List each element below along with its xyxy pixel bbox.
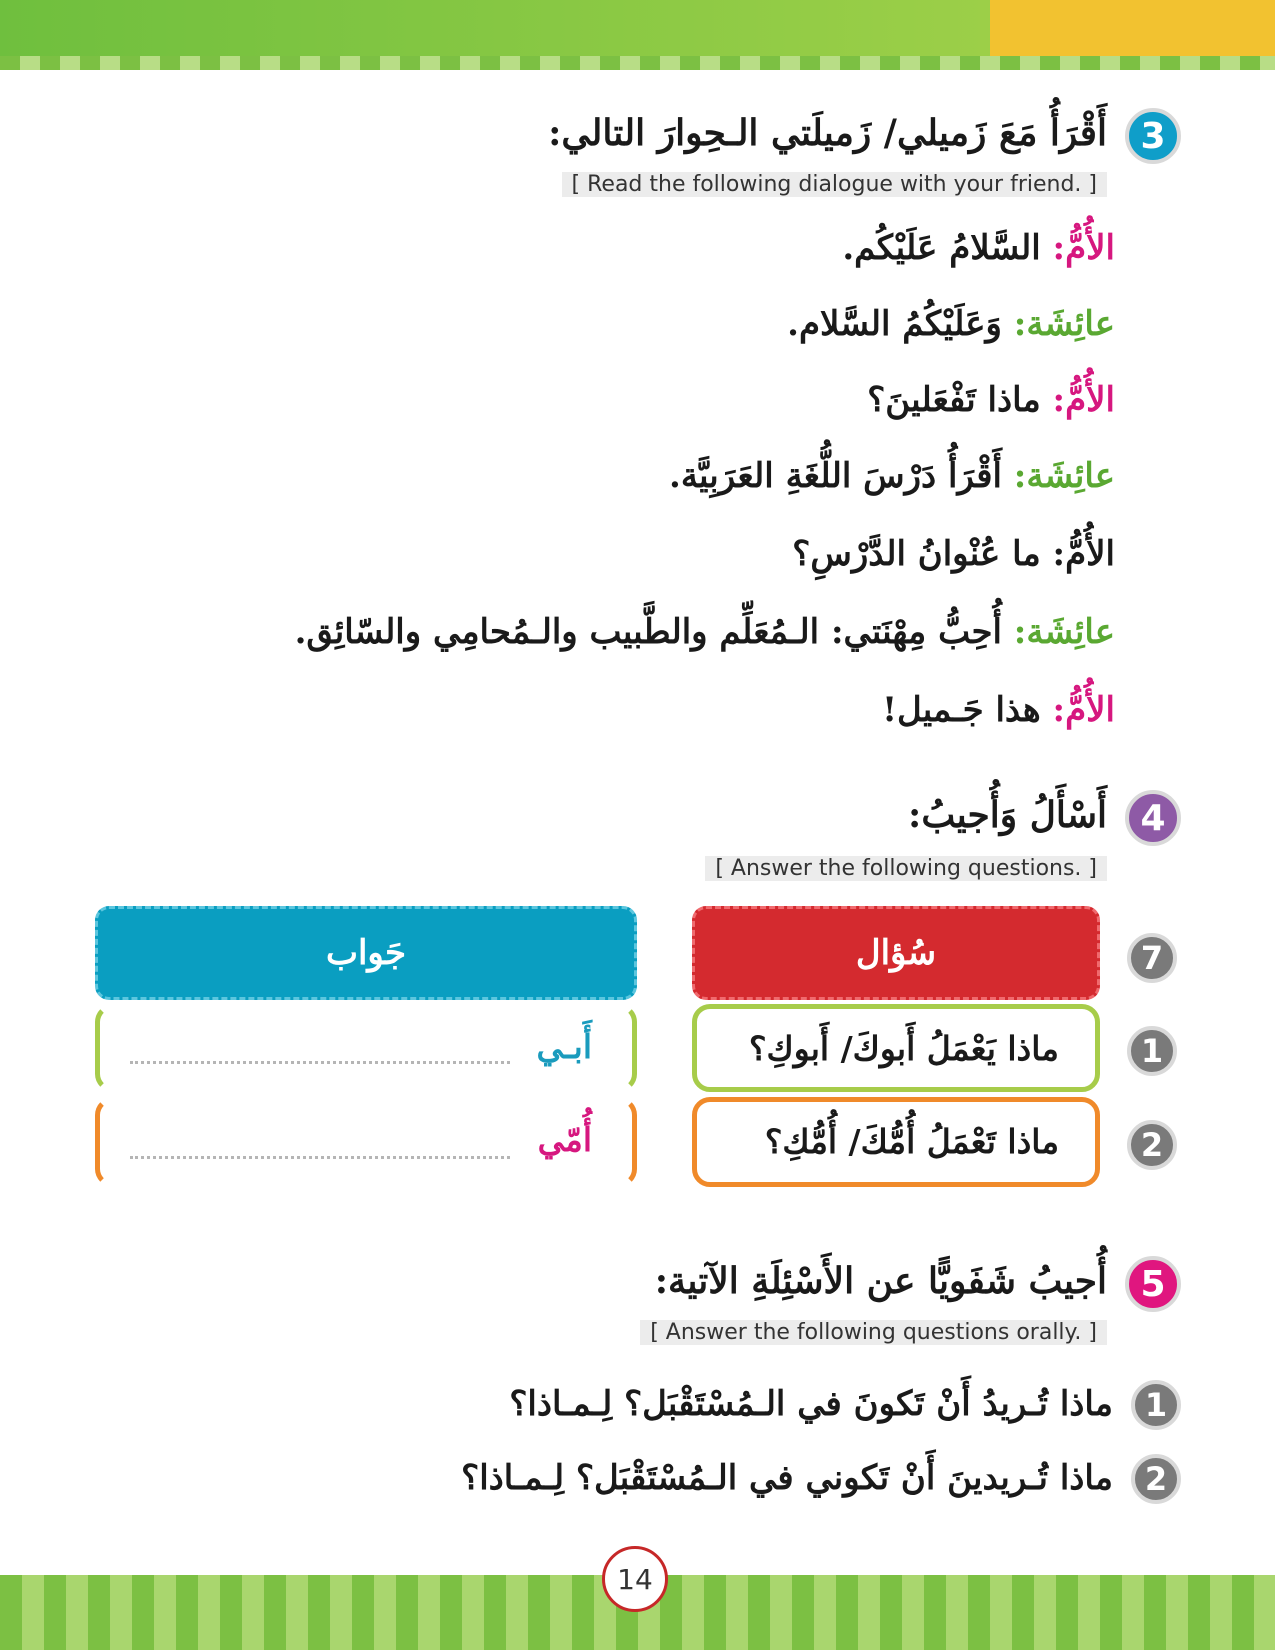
speaker-mom: الأُمُّ: [1052, 690, 1115, 730]
dialogue-text: أَقْرَأُ دَرْسَ اللُّغَةِ العَرَبِيَّة. [668, 456, 1002, 496]
speaker-aisha: عائِشَة: [1013, 456, 1115, 496]
question-number: 1 [1144, 1386, 1168, 1424]
dialogue-text: ماذا تَفْعَلينَ؟ [867, 380, 1041, 420]
section3-number: 3 [1140, 115, 1166, 157]
question-cell [692, 1004, 1100, 1092]
speaker-mom: الأُمُّ: [1052, 380, 1115, 420]
answer-header: جَواب [95, 906, 637, 1000]
top-stripe [0, 56, 1275, 70]
answer-label: أُمّي [537, 1120, 592, 1159]
dialogue-text: ما عُنْوانُ الدَّرْسِ؟ [792, 534, 1041, 574]
answer-cell [95, 1097, 637, 1187]
speaker-mom: الأُمُّ: [1052, 534, 1115, 574]
row-number-badge [1127, 1026, 1177, 1076]
dialogue-line [295, 612, 1115, 652]
dialogue-line [882, 690, 1115, 730]
dialogue-line [787, 304, 1115, 344]
dialogue-line [792, 534, 1115, 574]
row-number: 2 [1140, 1126, 1164, 1164]
speaker-mom: الأُمُّ: [1052, 228, 1115, 268]
row-number-badge [1127, 1120, 1177, 1170]
question-number-badge [1131, 1380, 1181, 1430]
answer-blank-line[interactable] [130, 1156, 510, 1159]
section4-title: أَسْأَلُ وَأُجيبُ: [908, 794, 1107, 836]
speaker-aisha: عائِشَة: [1013, 612, 1115, 652]
question-number: 2 [1144, 1460, 1168, 1498]
table-header-number-badge [1127, 933, 1177, 983]
section5-title: أُجيبُ شَفَويًّا عن الأَسْئِلَةِ الآتية: [654, 1260, 1107, 1302]
question-text [765, 1122, 1059, 1161]
answer-blank-line[interactable] [130, 1061, 510, 1064]
section4-number-badge [1125, 790, 1181, 846]
section4-number: 4 [1140, 797, 1166, 839]
question-text [749, 1029, 1059, 1068]
section4-english-instruction: [ Answer the following questions. ] [705, 856, 1107, 881]
oral-question: ماذا تُـريدينَ أَنْ تَكوني في الـمُسْتَقْبَل؟ لِـمـاذا؟ [461, 1458, 1113, 1498]
section5-number: 5 [1140, 1263, 1166, 1305]
question-text-content: ماذا يَعْمَلُ أَبوكَ/ أَبوكِ؟ [748, 1029, 1059, 1068]
section3-number-badge [1125, 108, 1181, 164]
answer-label: أَبـي [536, 1027, 592, 1066]
dialogue-line [669, 456, 1115, 496]
dialogue-line [867, 380, 1115, 420]
question-cell [692, 1097, 1100, 1187]
section3-english-instruction: [ Read the following dialogue with your friend. ] [562, 172, 1107, 197]
question-number-badge [1131, 1454, 1181, 1504]
dialogue-text: وَعَلَيْكُمُ السَّلام. [787, 304, 1002, 344]
question-text-content: ماذا تَعْمَلُ أُمُّكَ/ أُمُّكِ؟ [764, 1122, 1059, 1161]
table-header-number: 7 [1140, 939, 1164, 977]
top-banner-yellow [990, 0, 1275, 56]
top-banner-green [0, 0, 990, 56]
section5-number-badge [1125, 1256, 1181, 1312]
page-number: 14 [602, 1546, 668, 1612]
section5-english-instruction: [ Answer the following questions orally. ] [640, 1320, 1107, 1345]
oral-question: ماذا تُـريدُ أَنْ تَكونَ في الـمُسْتَقْبَل؟ لِـمـاذا؟ [509, 1384, 1113, 1424]
dialogue-text: السَّلامُ عَلَيْكُم. [842, 228, 1041, 268]
dialogue-line [842, 228, 1115, 268]
speaker-aisha: عائِشَة: [1013, 304, 1115, 344]
dialogue-text: أُحِبُّ مِهْنَتي: الـمُعَلِّم والطَّبيب والـمُحامِي والسّائِق. [294, 612, 1002, 652]
dialogue-text: هذا جَـميل! [882, 690, 1041, 730]
question-header: سُؤال [692, 906, 1100, 1000]
row-number: 1 [1140, 1032, 1164, 1070]
answer-cell [95, 1004, 637, 1092]
section3-title: أَقْرَأُ مَعَ زَميلي/ زَميلَتي الـحِوارَ التالي: [548, 112, 1107, 154]
